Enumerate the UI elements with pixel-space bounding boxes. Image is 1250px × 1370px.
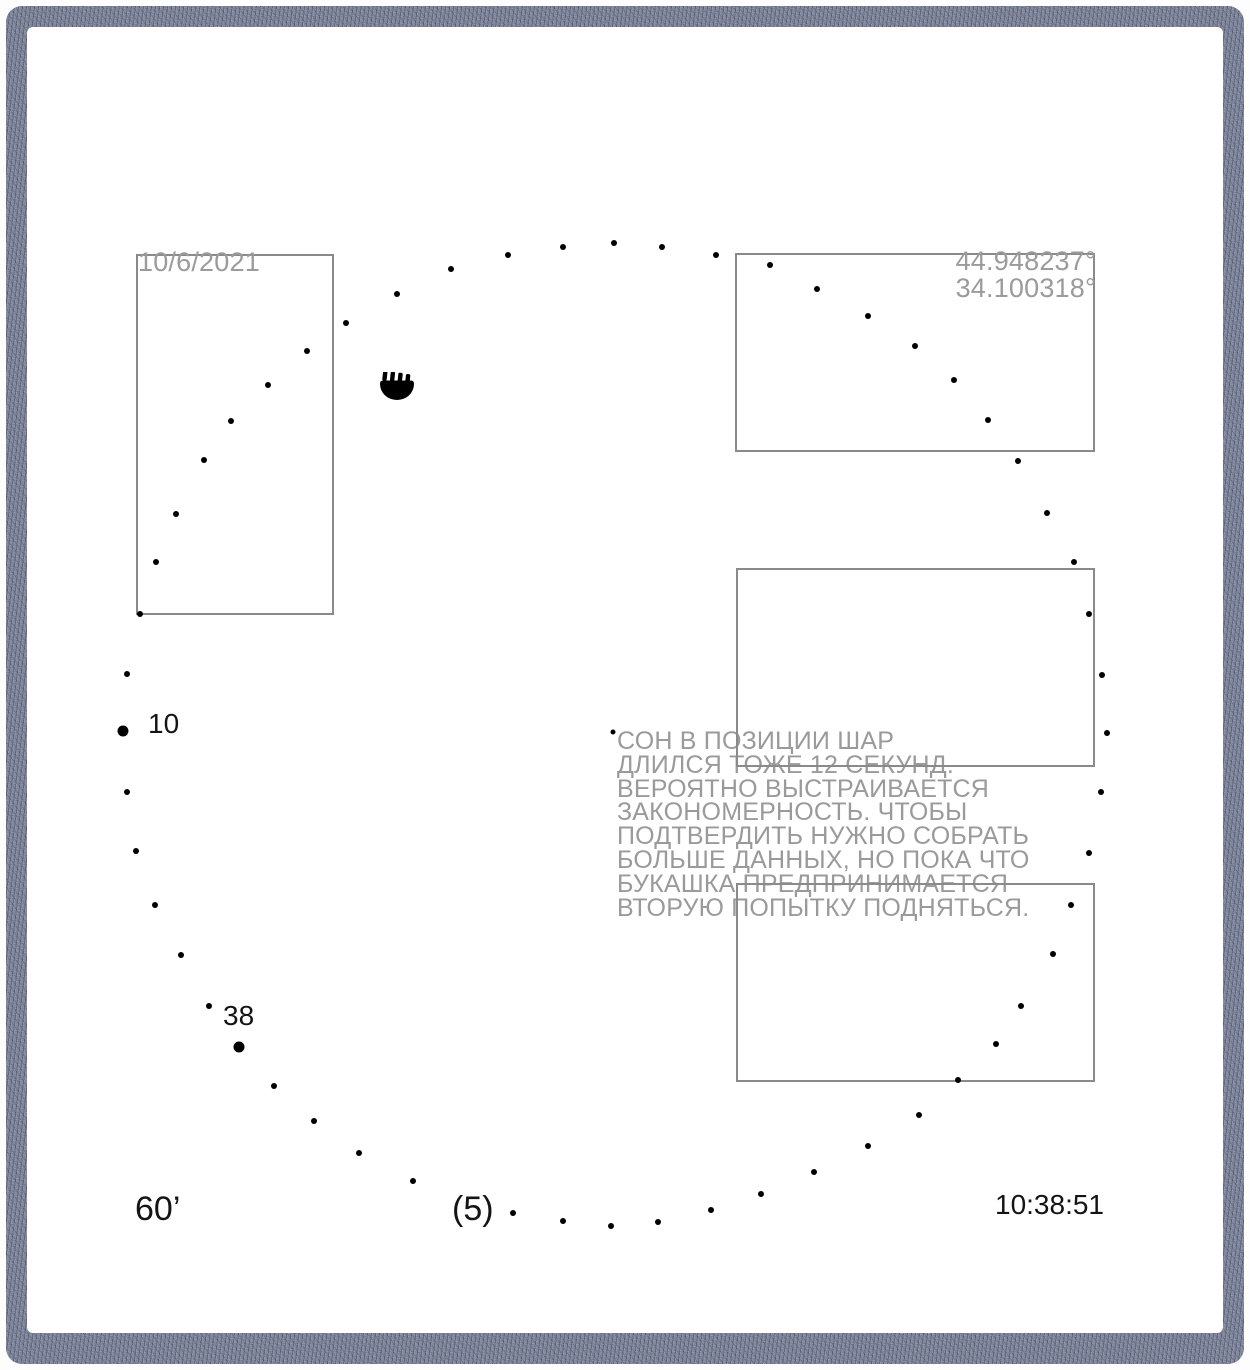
- path-dot-big: [234, 1042, 245, 1053]
- path-dot: [608, 1223, 614, 1229]
- path-dot-big: [118, 726, 129, 737]
- path-dot: [311, 1118, 317, 1124]
- path-dot: [1071, 559, 1077, 565]
- path-dot: [410, 1178, 416, 1184]
- path-dot: [173, 511, 179, 517]
- path-dot: [265, 382, 271, 388]
- note-line: ДЛИЛСЯ ТОЖЕ 12 СЕКУНД.: [617, 750, 955, 779]
- path-dot: [560, 244, 566, 250]
- path-dot: [912, 343, 918, 349]
- path-dot: [1086, 611, 1092, 617]
- note-line: ПОДТВЕРДИТЬ НУЖНО СОБРАТЬ: [617, 822, 1030, 851]
- note-line: ВТОРУЮ ПОПЫТКУ ПОДНЯТЬСЯ.: [617, 893, 1030, 922]
- path-dot: [510, 1210, 516, 1216]
- path-dot: [206, 1003, 212, 1009]
- path-dot: [713, 252, 719, 258]
- path-dot: [137, 611, 143, 617]
- path-dot: [655, 1219, 661, 1225]
- path-dot: [505, 252, 511, 258]
- path-dot: [304, 348, 310, 354]
- longitude-label: 34.100318°: [955, 273, 1096, 303]
- path-dot: [178, 952, 184, 958]
- path-dot: [708, 1207, 714, 1213]
- minute-label: 10: [148, 708, 180, 739]
- note-line: СОН В ПОЗИЦИИ ШАР: [617, 727, 895, 755]
- path-dot: [865, 1143, 871, 1149]
- path-dot: [1104, 730, 1110, 736]
- attempt-counter-label: (5): [452, 1190, 494, 1228]
- path-dot: [1099, 672, 1105, 678]
- path-dot: [951, 377, 957, 383]
- path-dot: [356, 1150, 362, 1156]
- path-dot: [201, 457, 207, 463]
- path-dot: [124, 789, 130, 795]
- path-dot: [985, 417, 991, 423]
- latitude-label: 44.948237°: [955, 246, 1096, 276]
- note-line: БУКАШКА ПРЕДПРИНИМАЕТСЯ: [617, 869, 1009, 898]
- path-dot: [758, 1191, 764, 1197]
- path-dot: [865, 313, 871, 319]
- date-label: 10/6/2021: [138, 247, 260, 277]
- note-line: ЗАКОНОМЕРНОСТЬ. ЧТОБЫ: [617, 798, 968, 827]
- date-outline-box: [136, 254, 334, 615]
- geo-coordinates: [756, 248, 1096, 302]
- path-dot: [228, 418, 234, 424]
- path-dot: [153, 559, 159, 565]
- path-dot: [916, 1112, 922, 1118]
- path-dot: [394, 291, 400, 297]
- note-line: ВЕРОЯТНО ВЫСТРАИВАЕТСЯ: [617, 774, 990, 803]
- path-dot: [560, 1218, 566, 1224]
- path-dot-center: [611, 730, 616, 735]
- path-dot: [1018, 1003, 1024, 1009]
- minute-label: 38: [223, 1000, 255, 1031]
- path-dot: [611, 240, 617, 246]
- path-dot: [1068, 902, 1074, 908]
- path-dot: [1098, 789, 1104, 795]
- path-dot: [1050, 951, 1056, 957]
- path-dot: [343, 320, 349, 326]
- path-dot: [659, 244, 665, 250]
- path-dot: [1086, 850, 1092, 856]
- path-dot: [1015, 458, 1021, 464]
- path-dot: [814, 286, 820, 292]
- path-dot: [124, 671, 130, 677]
- path-dot: [448, 266, 454, 272]
- path-dot: [811, 1169, 817, 1175]
- path-dot: [993, 1041, 999, 1047]
- empty-outline-box-lower: [736, 883, 1095, 1082]
- empty-outline-box-middle: [736, 568, 1095, 767]
- clock-time-label: 10:38:51: [995, 1189, 1104, 1220]
- path-dot: [271, 1083, 277, 1089]
- path-dot: [955, 1077, 961, 1083]
- duration-label: 60’: [135, 1190, 181, 1228]
- path-dot: [767, 262, 773, 268]
- path-dot: [133, 848, 139, 854]
- path-dot: [1044, 510, 1050, 516]
- path-dot: [152, 902, 158, 908]
- bug-icon: [377, 372, 417, 403]
- note-line: БОЛЬШЕ ДАННЫХ, НО ПОКА ЧТО: [617, 845, 1030, 874]
